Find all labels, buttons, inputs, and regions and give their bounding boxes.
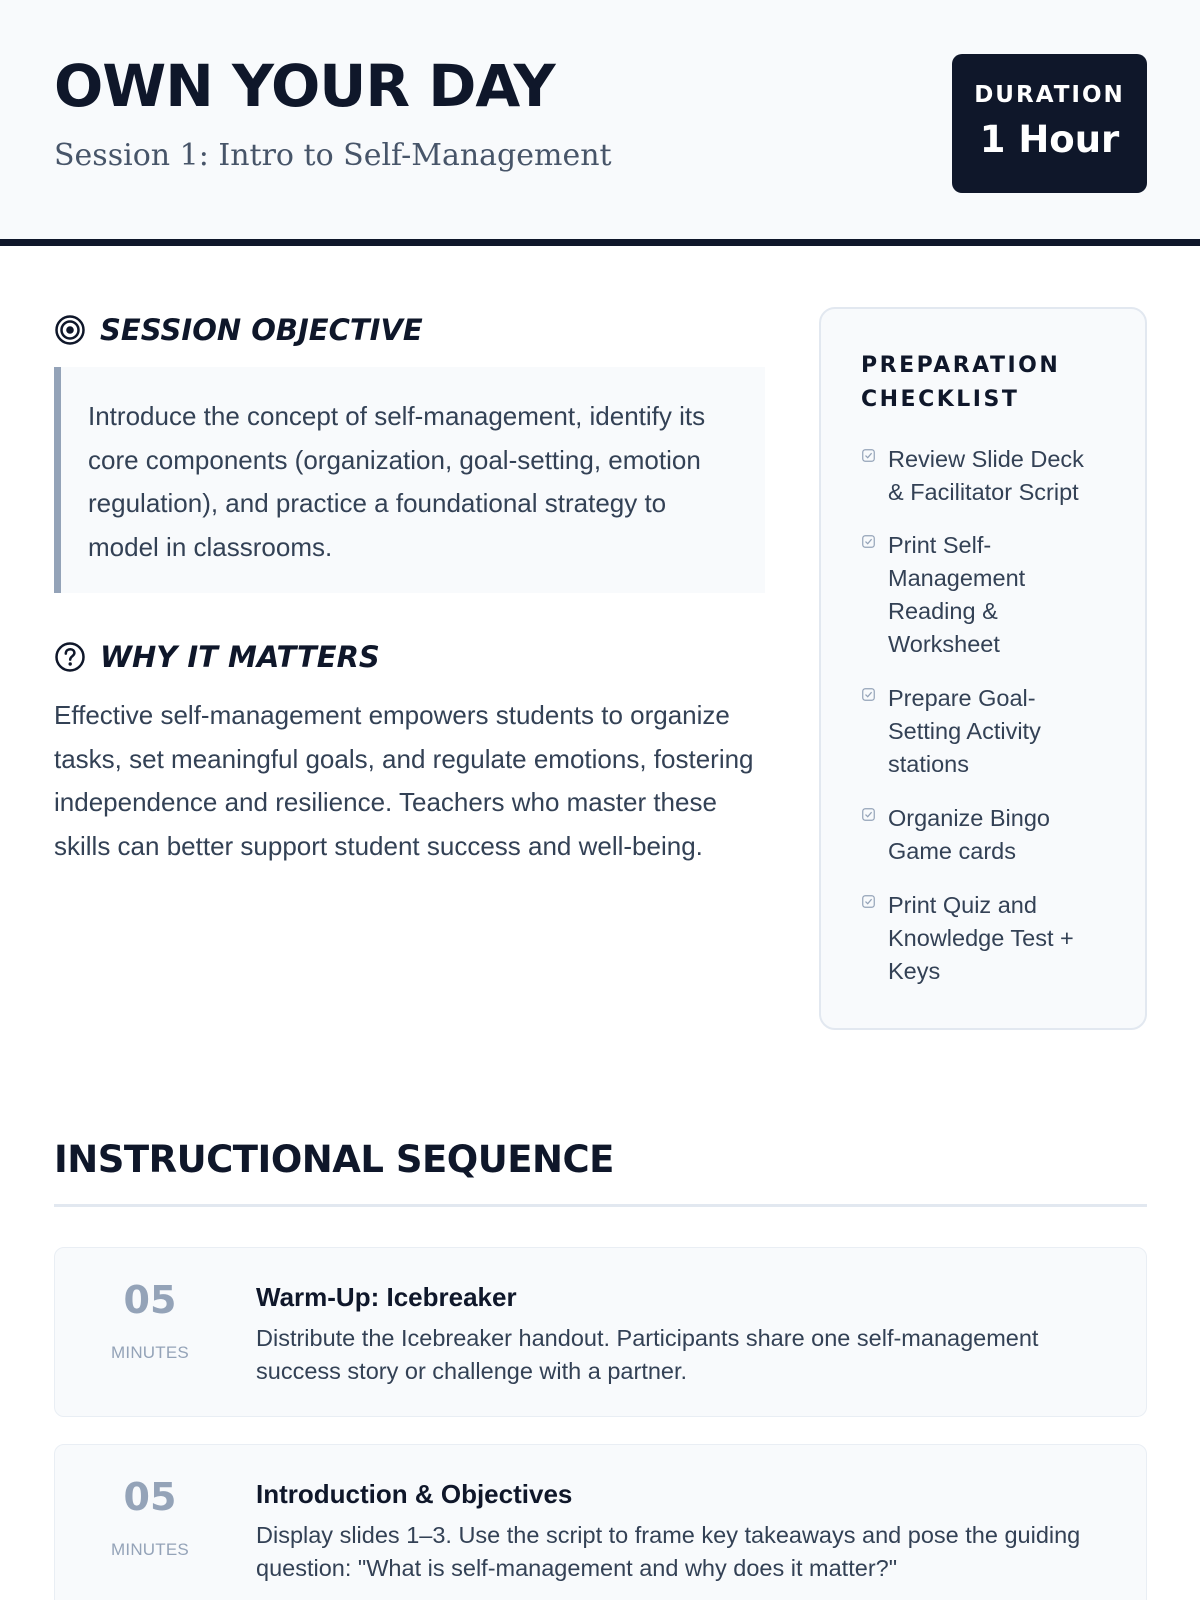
checklist-item-label: Review Slide Deck & Facilitator Script: [888, 446, 1084, 505]
page-header: [0, 0, 1200, 246]
objective-heading: [54, 313, 423, 347]
step-minutes: 05: [123, 1475, 177, 1519]
sequence-step: [54, 1247, 1147, 1417]
checklist-item[interactable]: [862, 802, 1078, 868]
checklist-item-label: Organize Bingo Game cards: [888, 805, 1050, 864]
preparation-checklist: [819, 307, 1147, 1030]
step-description: Display slides 1–3. Use the script to frame key takeaways and pose the guiding question: "What is self-management and why does it matter?": [256, 1522, 1081, 1581]
target-icon: [54, 314, 86, 346]
step-minutes-unit: MINUTES: [111, 1540, 189, 1559]
checklist-item[interactable]: [862, 443, 1098, 509]
sequence-step: [54, 1444, 1147, 1600]
duration-label: DURATION: [974, 82, 1125, 108]
checkbox-icon: [862, 688, 875, 701]
step-minutes: 05: [123, 1278, 177, 1322]
step-title: Warm-Up: Icebreaker: [256, 1282, 517, 1312]
checklist-item[interactable]: [862, 889, 1108, 988]
step-description: Distribute the Icebreaker handout. Participants share one self-management success story or challenge with a partner.: [256, 1325, 1039, 1384]
sequence-heading: INSTRUCTIONAL SEQUENCE: [54, 1138, 614, 1181]
checklist-title: PREPARATION CHECKLIST: [861, 353, 1061, 412]
checkbox-icon: [862, 808, 875, 821]
why-heading: [54, 640, 380, 674]
checklist-item[interactable]: [862, 529, 1038, 661]
why-heading-text: WHY IT MATTERS: [100, 640, 380, 674]
checklist-item-label: Print Quiz and Knowledge Test + Keys: [888, 892, 1074, 984]
page-subtitle: Session 1: Intro to Self-Management: [54, 138, 612, 173]
objective-heading-text: SESSION OBJECTIVE: [100, 313, 423, 347]
objective-text: Introduce the concept of self-management, identify its core components (organization, goal-setting, emotion regulation), and practice a foundational strategy to model in classrooms.: [54, 367, 765, 593]
step-minutes-unit: MINUTES: [111, 1343, 189, 1362]
checkbox-icon: [862, 535, 875, 548]
why-text: Effective self-management empowers students to organize tasks, set meaningful goals, and regulate emotions, fostering independence and resilience. Teachers who master these skills can better support student success and well-being.: [54, 700, 754, 861]
checklist-item[interactable]: [862, 682, 1073, 781]
duration-badge: [952, 54, 1147, 193]
checklist-item-label: Print Self-Management Reading & Worksheet: [888, 532, 1026, 657]
question-circle-icon: [54, 641, 86, 673]
duration-value: 1 Hour: [979, 118, 1120, 161]
checkbox-icon: [862, 895, 875, 908]
page-title: OWN YOUR DAY: [54, 52, 555, 120]
step-title: Introduction & Objectives: [256, 1479, 573, 1509]
checkbox-icon: [862, 449, 875, 462]
checklist-item-label: Prepare Goal-Setting Activity stations: [888, 685, 1041, 777]
sequence-divider: [54, 1204, 1147, 1207]
